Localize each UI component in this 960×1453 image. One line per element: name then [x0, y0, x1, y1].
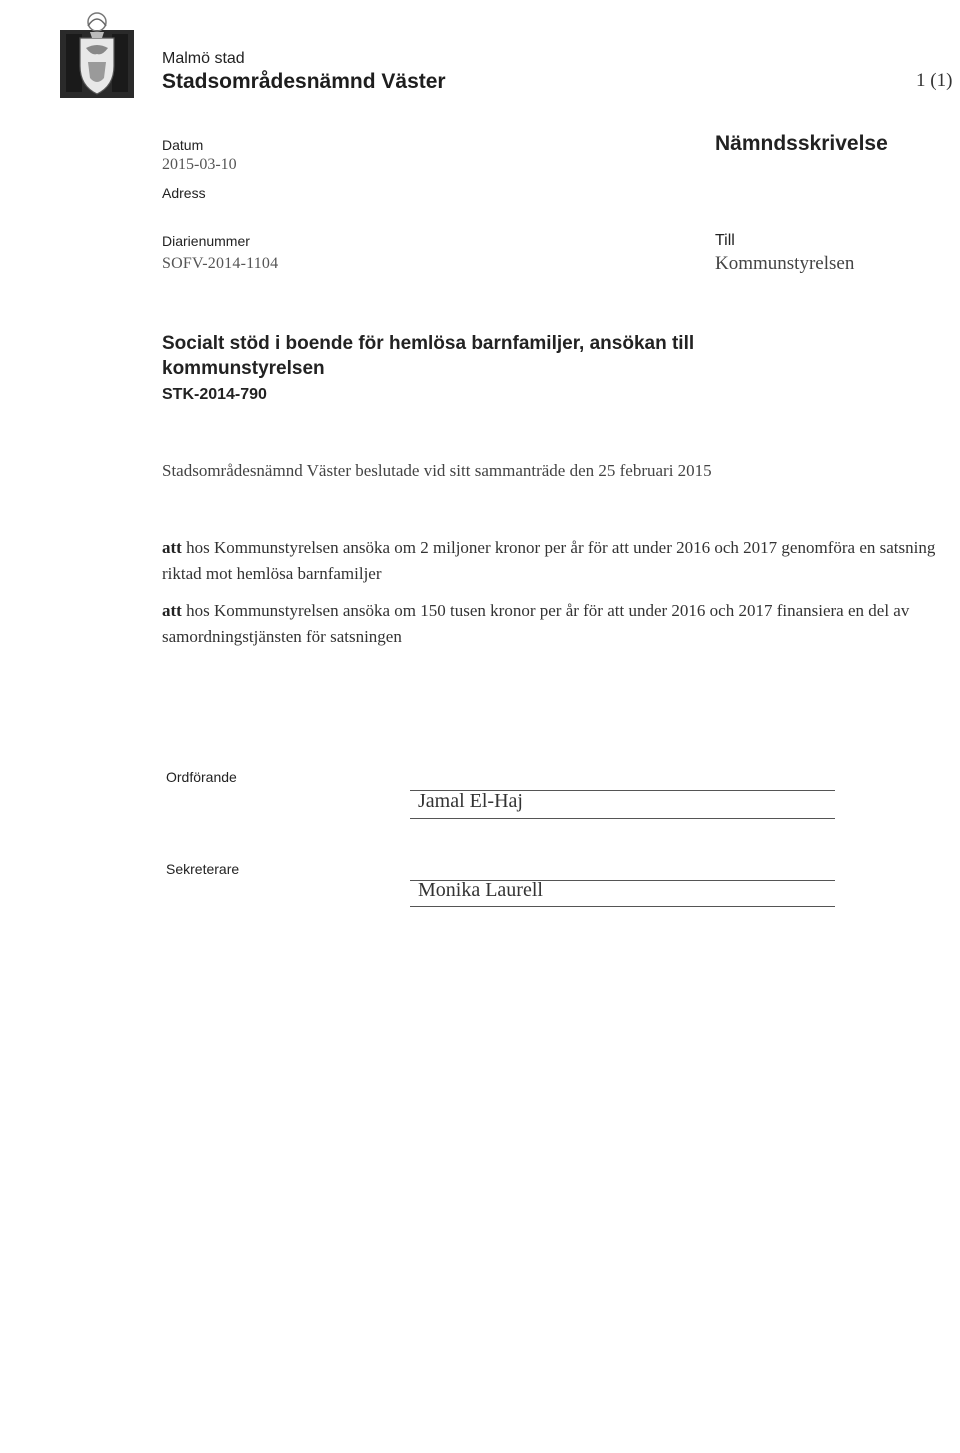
- registration-number-value: SOFV-2014-1104: [162, 255, 279, 272]
- address-label: Adress: [162, 185, 206, 201]
- date-label: Datum: [162, 137, 204, 153]
- signature-name-secretary: Monika Laurell: [418, 879, 543, 901]
- decision-keyword: att: [162, 538, 182, 557]
- registration-number-label: Diarienummer: [162, 233, 250, 249]
- subject-title: Socialt stöd i boende för hemlösa barnfamiljer, ansökan till kommunstyrelsen: [162, 333, 695, 379]
- decision-text: hos Kommunstyrelsen ansöka om 2 miljoner kronor per år för att under 2016 och 2017 genomföra en satsning riktad mot hemlösa barnfamiljer: [162, 538, 936, 583]
- page-number: 1 (1): [916, 70, 953, 91]
- signature-name-chair: Jamal El-Haj: [418, 790, 523, 812]
- signature-role-secretary: Sekreterare: [166, 861, 240, 877]
- unit-name: Stadsområdesnämnd Väster: [162, 70, 446, 93]
- organization-name: Malmö stad: [162, 50, 245, 67]
- decision-item: [162, 598, 952, 650]
- signature-underline: [410, 818, 835, 819]
- date-value: 2015-03-10: [162, 156, 237, 173]
- subject-reference: STK-2014-790: [162, 386, 267, 403]
- decision-text: hos Kommunstyrelsen ansöka om 150 tusen kronor per år för att under 2016 och 2017 finansiera en del av samordningstjänsten för satsningen: [162, 601, 910, 646]
- recipient-label: Till: [715, 232, 735, 249]
- signature-underline: [410, 906, 835, 907]
- signature-role-chair: Ordförande: [166, 769, 237, 785]
- document-type: Nämndsskrivelse: [715, 132, 888, 155]
- malmo-coat-of-arms-icon: [60, 8, 134, 98]
- recipient-value: Kommunstyrelsen: [715, 253, 855, 274]
- decision-item: [162, 535, 952, 587]
- decision-intro: Stadsområdesnämnd Väster beslutade vid sitt sammanträde den 25 februari 2015: [162, 461, 712, 480]
- decision-keyword: att: [162, 601, 182, 620]
